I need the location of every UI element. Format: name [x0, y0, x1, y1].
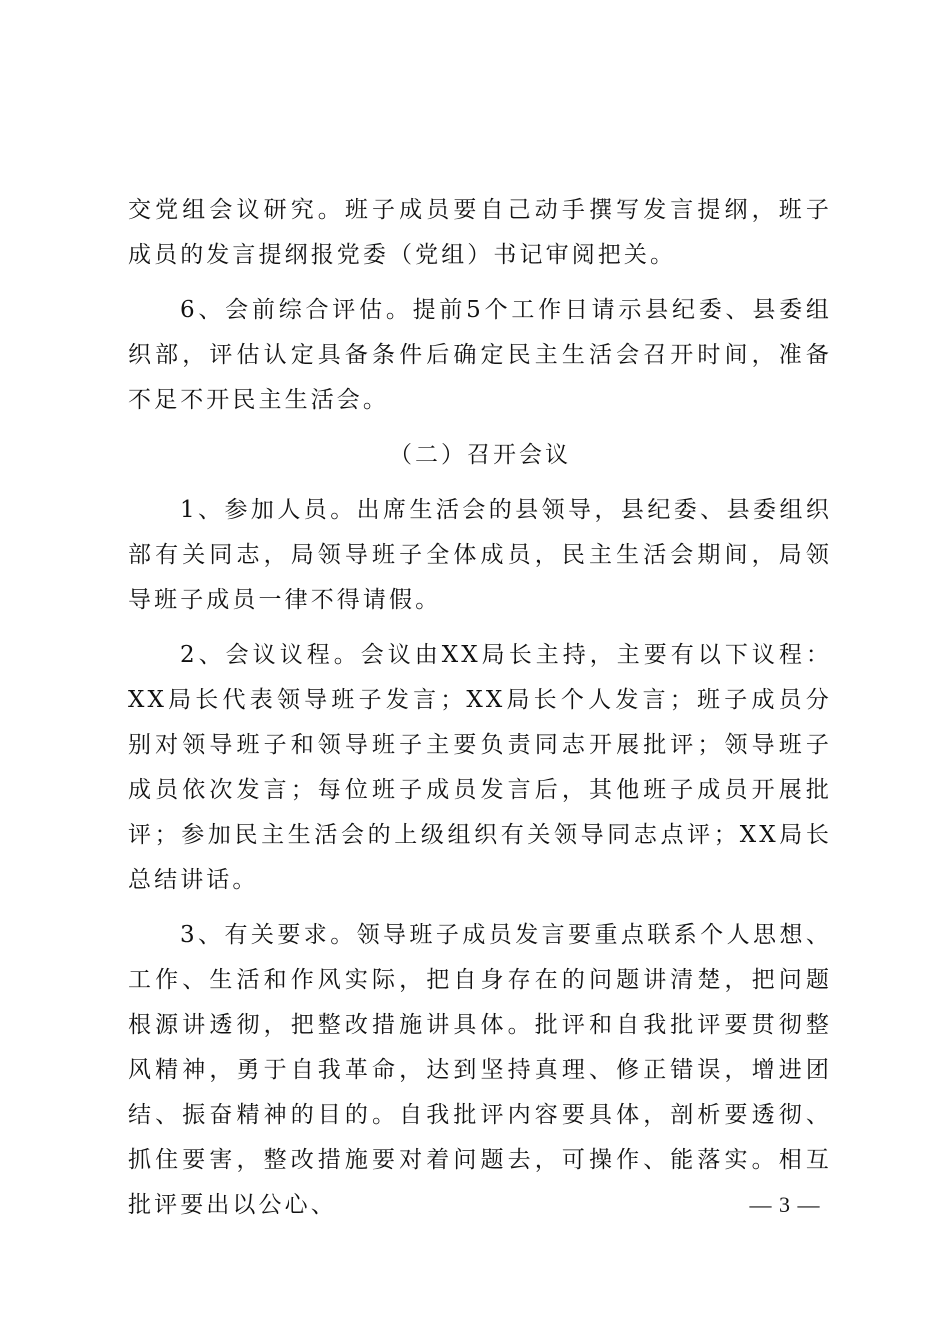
page-number: — 3 —: [749, 1192, 821, 1217]
paragraph-item-3: 3、有关要求。领导班子成员发言要重点联系个人思想、工作、生活和作风实际，把自身存在的问题讲清楚，把问题根源讲透彻，把整改措施讲具体。批评和自我批评要贯彻整风精神，勇于自我革命，达到坚持真理、修正错误，增进团结、振奋精神的目的。自我批评内容要具体，剖析要透彻、抓住要害，整改措施要对着问题去，可操作、能落实。相互批评要出以公心、: [128, 922, 832, 1218]
section-heading: （二）召开会议: [389, 442, 571, 468]
document-body: [128, 188, 832, 1238]
paragraph-item-2: 2、会议议程。会议由XX局长主持，主要有以下议程：XX局长代表领导班子发言；XX局长个人发言；班子成员分别对领导班子和领导班子主要负责同志开展批评；领导班子成员依次发言；每位班子成员发言后，其他班子成员开展批评；参加民主生活会的上级组织有关领导同志点评；XX局长总结讲话。: [128, 642, 832, 893]
paragraph-item-1: 1、参加人员。出席生活会的县领导，县纪委、县委组织部有关同志，局领导班子全体成员，民主生活会期间，局领导班子成员一律不得请假。: [128, 497, 832, 613]
paragraph-item-6: 6、会前综合评估。提前5个工作日请示县纪委、县委组织部，评估认定具备条件后确定民主生活会召开时间，准备不足不开民主生活会。: [128, 297, 832, 413]
paragraph-continuation: 交党组会议研究。班子成员要自己动手撰写发言提纲，班子成员的发言提纲报党委（党组）书记审阅把关。: [128, 197, 832, 268]
